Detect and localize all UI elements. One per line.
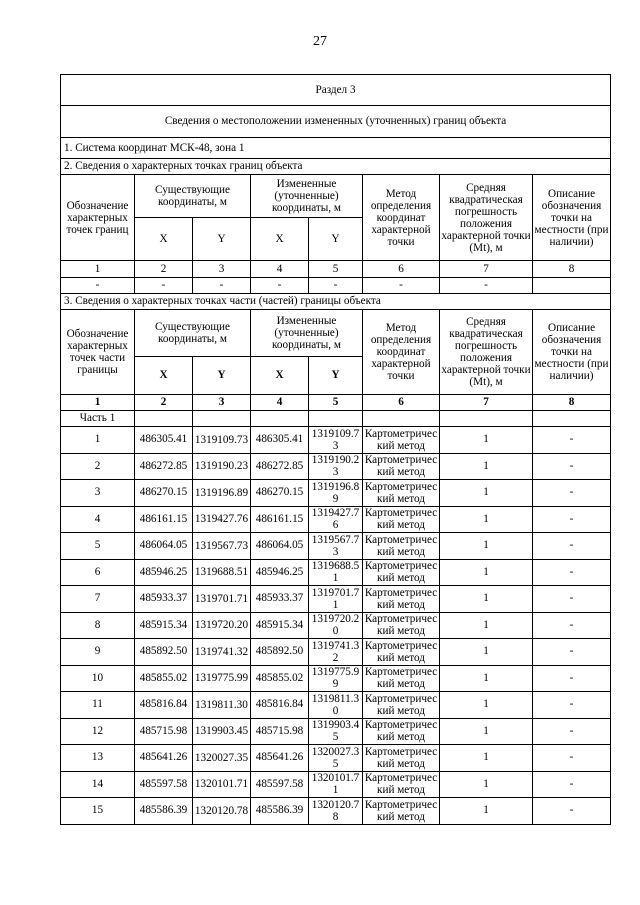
method-cell: Картометрический метод bbox=[363, 771, 440, 798]
changed-y: 1320120.78 bbox=[309, 798, 363, 825]
description-cell: - bbox=[533, 559, 611, 586]
error-cell: 1 bbox=[440, 506, 533, 533]
existing-y: 1319775.99 bbox=[193, 665, 251, 692]
block3-header-row bbox=[61, 310, 611, 357]
header-changed: Измененные (уточненные) координаты, м bbox=[251, 310, 363, 357]
table-row bbox=[61, 639, 611, 666]
existing-y: 1319109.73 bbox=[193, 427, 251, 454]
col-number: 4 bbox=[251, 261, 309, 278]
table-row bbox=[61, 559, 611, 586]
method-cell: Картометрический метод bbox=[363, 665, 440, 692]
description-cell: - bbox=[533, 745, 611, 772]
changed-x: 485892.50 bbox=[251, 639, 309, 666]
changed-x: 485855.02 bbox=[251, 665, 309, 692]
col-number: 5 bbox=[309, 261, 363, 278]
error-cell: 1 bbox=[440, 559, 533, 586]
block2-title: 2. Сведения о характерных точках границ объекта bbox=[61, 159, 611, 175]
point-number: 9 bbox=[61, 639, 135, 666]
section-title: Раздел 3 bbox=[61, 75, 611, 106]
table-row bbox=[61, 586, 611, 613]
changed-x: 485715.98 bbox=[251, 718, 309, 745]
changed-x: 485641.26 bbox=[251, 745, 309, 772]
changed-y: 1319701.71 bbox=[309, 586, 363, 613]
error-cell: 1 bbox=[440, 745, 533, 772]
existing-x: 486064.05 bbox=[135, 533, 193, 560]
empty-cell: - bbox=[309, 278, 363, 294]
table-row bbox=[61, 506, 611, 533]
table-row bbox=[61, 798, 611, 825]
block2-colnum-row bbox=[61, 261, 611, 278]
description-cell: - bbox=[533, 639, 611, 666]
col-number: 6 bbox=[363, 261, 440, 278]
changed-x: 486270.15 bbox=[251, 480, 309, 507]
table-row bbox=[61, 665, 611, 692]
method-cell: Картометрический метод bbox=[363, 453, 440, 480]
changed-y: 1319741.32 bbox=[309, 639, 363, 666]
block2-title-row bbox=[61, 159, 611, 175]
method-cell: Картометрический метод bbox=[363, 745, 440, 772]
existing-y: 1319196.89 bbox=[193, 480, 251, 507]
changed-y: 1320101.71 bbox=[309, 771, 363, 798]
existing-x: 486270.15 bbox=[135, 480, 193, 507]
point-number: 13 bbox=[61, 745, 135, 772]
existing-y: 1319567.73 bbox=[193, 533, 251, 560]
existing-x: 485915.34 bbox=[135, 612, 193, 639]
changed-y: 1320027.35 bbox=[309, 745, 363, 772]
header-description: Описание обозначения точки на местности (при наличии) bbox=[533, 175, 611, 261]
changed-y: 1319720.20 bbox=[309, 612, 363, 639]
existing-y: 1319741.32 bbox=[193, 639, 251, 666]
empty-cell: - bbox=[193, 278, 251, 294]
header-designation: Обозначение характерных точек границ bbox=[61, 175, 135, 261]
point-number: 3 bbox=[61, 480, 135, 507]
table-row bbox=[61, 692, 611, 719]
changed-y: 1319775.99 bbox=[309, 665, 363, 692]
table-row bbox=[61, 718, 611, 745]
changed-y: 1319427.76 bbox=[309, 506, 363, 533]
coord-system: 1. Система координат МСК-48, зона 1 bbox=[61, 138, 611, 159]
header-x: X bbox=[135, 218, 193, 261]
col-number: 1 bbox=[61, 261, 135, 278]
existing-y: 1320027.35 bbox=[193, 745, 251, 772]
changed-y: 1319688.51 bbox=[309, 559, 363, 586]
error-cell: 1 bbox=[440, 533, 533, 560]
empty-cell bbox=[533, 278, 611, 294]
error-cell: 1 bbox=[440, 586, 533, 613]
table-row bbox=[61, 427, 611, 454]
existing-y: 1319190.23 bbox=[193, 453, 251, 480]
header-designation: Обозначение характерных точек части границы bbox=[61, 310, 135, 395]
header-changed: Измененные (уточненные) координаты, м bbox=[251, 175, 363, 218]
empty-cell: - bbox=[251, 278, 309, 294]
header-error: Средняя квадратическая погрешность положения характерной точки (Mt), м bbox=[440, 310, 533, 395]
description-cell: - bbox=[533, 692, 611, 719]
block2-empty-row bbox=[61, 278, 611, 294]
changed-y: 1319567.73 bbox=[309, 533, 363, 560]
method-cell: Картометрический метод bbox=[363, 718, 440, 745]
section-title-row bbox=[61, 75, 611, 106]
block3-title-row bbox=[61, 294, 611, 310]
description-cell: - bbox=[533, 798, 611, 825]
changed-x: 486161.15 bbox=[251, 506, 309, 533]
existing-x: 485641.26 bbox=[135, 745, 193, 772]
page-number: 27 bbox=[313, 34, 327, 49]
changed-y: 1319190.23 bbox=[309, 453, 363, 480]
col-number: 6 bbox=[363, 395, 440, 411]
changed-x: 485946.25 bbox=[251, 559, 309, 586]
changed-x: 485915.34 bbox=[251, 612, 309, 639]
existing-x: 485892.50 bbox=[135, 639, 193, 666]
point-number: 7 bbox=[61, 586, 135, 613]
header-y: Y bbox=[193, 218, 251, 261]
col-number: 1 bbox=[61, 395, 135, 411]
changed-x: 486064.05 bbox=[251, 533, 309, 560]
existing-x: 486272.85 bbox=[135, 453, 193, 480]
existing-y: 1320101.71 bbox=[193, 771, 251, 798]
description-cell: - bbox=[533, 771, 611, 798]
section-subtitle: Сведения о местоположении измененных (уточненных) границ объекта bbox=[61, 106, 611, 138]
table-row bbox=[61, 480, 611, 507]
changed-y: 1319811.30 bbox=[309, 692, 363, 719]
changed-x: 485597.58 bbox=[251, 771, 309, 798]
point-number: 10 bbox=[61, 665, 135, 692]
existing-x: 485597.58 bbox=[135, 771, 193, 798]
error-cell: 1 bbox=[440, 453, 533, 480]
changed-y: 1319903.45 bbox=[309, 718, 363, 745]
header-method: Метод определения координат характерной точки bbox=[363, 310, 440, 395]
empty-cell: - bbox=[61, 278, 135, 294]
error-cell: 1 bbox=[440, 612, 533, 639]
error-cell: 1 bbox=[440, 692, 533, 719]
header-y: Y bbox=[309, 218, 363, 261]
error-cell: 1 bbox=[440, 427, 533, 454]
changed-y: 1319196.89 bbox=[309, 480, 363, 507]
changed-x: 486272.85 bbox=[251, 453, 309, 480]
header-y: Y bbox=[193, 357, 251, 395]
existing-y: 1319903.45 bbox=[193, 718, 251, 745]
existing-y: 1320120.78 bbox=[193, 798, 251, 825]
col-number: 7 bbox=[440, 261, 533, 278]
method-cell: Картометрический метод bbox=[363, 639, 440, 666]
empty-cell: - bbox=[363, 278, 440, 294]
method-cell: Картометрический метод bbox=[363, 533, 440, 560]
error-cell: 1 bbox=[440, 665, 533, 692]
col-number: 3 bbox=[193, 261, 251, 278]
existing-x: 485946.25 bbox=[135, 559, 193, 586]
block3-colnum-row bbox=[61, 395, 611, 411]
existing-x: 486161.15 bbox=[135, 506, 193, 533]
method-cell: Картометрический метод bbox=[363, 612, 440, 639]
part-label-row bbox=[61, 411, 611, 427]
existing-x: 485933.37 bbox=[135, 586, 193, 613]
block2-header-row bbox=[61, 175, 611, 218]
description-cell: - bbox=[533, 586, 611, 613]
section-subtitle-row bbox=[61, 106, 611, 138]
error-cell: 1 bbox=[440, 771, 533, 798]
table-row bbox=[61, 771, 611, 798]
point-number: 2 bbox=[61, 453, 135, 480]
point-number: 12 bbox=[61, 718, 135, 745]
changed-x: 485933.37 bbox=[251, 586, 309, 613]
col-number: 4 bbox=[251, 395, 309, 411]
header-y: Y bbox=[309, 357, 363, 395]
existing-y: 1319427.76 bbox=[193, 506, 251, 533]
point-number: 4 bbox=[61, 506, 135, 533]
changed-x: 486305.41 bbox=[251, 427, 309, 454]
existing-x: 485855.02 bbox=[135, 665, 193, 692]
method-cell: Картометрический метод bbox=[363, 586, 440, 613]
existing-y: 1319811.30 bbox=[193, 692, 251, 719]
method-cell: Картометрический метод bbox=[363, 692, 440, 719]
header-description: Описание обозначения точки на местности (при наличии) bbox=[533, 310, 611, 395]
col-number: 2 bbox=[135, 395, 193, 411]
description-cell: - bbox=[533, 480, 611, 507]
part-label: Часть 1 bbox=[61, 411, 135, 427]
point-number: 5 bbox=[61, 533, 135, 560]
method-cell: Картометрический метод bbox=[363, 559, 440, 586]
error-cell: 1 bbox=[440, 639, 533, 666]
error-cell: 1 bbox=[440, 718, 533, 745]
description-cell: - bbox=[533, 453, 611, 480]
existing-x: 485816.84 bbox=[135, 692, 193, 719]
col-number: 8 bbox=[533, 261, 611, 278]
description-cell: - bbox=[533, 612, 611, 639]
method-cell: Картометрический метод bbox=[363, 427, 440, 454]
header-existing: Существующие координаты, м bbox=[135, 175, 251, 218]
col-number: 7 bbox=[440, 395, 533, 411]
header-x: X bbox=[251, 218, 309, 261]
col-number: 8 bbox=[533, 395, 611, 411]
header-x: X bbox=[251, 357, 309, 395]
col-number: 2 bbox=[135, 261, 193, 278]
point-number: 14 bbox=[61, 771, 135, 798]
description-cell: - bbox=[533, 718, 611, 745]
error-cell: 1 bbox=[440, 480, 533, 507]
existing-y: 1319701.71 bbox=[193, 586, 251, 613]
existing-x: 485715.98 bbox=[135, 718, 193, 745]
header-x: X bbox=[135, 357, 193, 395]
table-row bbox=[61, 745, 611, 772]
method-cell: Картометрический метод bbox=[363, 506, 440, 533]
method-cell: Картометрический метод bbox=[363, 480, 440, 507]
point-number: 11 bbox=[61, 692, 135, 719]
table-row bbox=[61, 612, 611, 639]
coord-system-row bbox=[61, 138, 611, 159]
error-cell: 1 bbox=[440, 798, 533, 825]
description-cell: - bbox=[533, 665, 611, 692]
description-cell: - bbox=[533, 506, 611, 533]
col-number: 5 bbox=[309, 395, 363, 411]
changed-y: 1319109.73 bbox=[309, 427, 363, 454]
table-row bbox=[61, 453, 611, 480]
empty-cell: - bbox=[135, 278, 193, 294]
method-cell: Картометрический метод bbox=[363, 798, 440, 825]
existing-y: 1319688.51 bbox=[193, 559, 251, 586]
changed-x: 485816.84 bbox=[251, 692, 309, 719]
header-method: Метод определения координат характерной точки bbox=[363, 175, 440, 261]
col-number: 3 bbox=[193, 395, 251, 411]
point-number: 1 bbox=[61, 427, 135, 454]
block3-title: 3. Сведения о характерных точках части (частей) границы объекта bbox=[61, 294, 611, 310]
point-number: 6 bbox=[61, 559, 135, 586]
existing-y: 1319720.20 bbox=[193, 612, 251, 639]
changed-x: 485586.39 bbox=[251, 798, 309, 825]
point-number: 15 bbox=[61, 798, 135, 825]
boundary-table bbox=[60, 74, 611, 825]
header-existing: Существующие координаты, м bbox=[135, 310, 251, 357]
table-row bbox=[61, 533, 611, 560]
existing-x: 485586.39 bbox=[135, 798, 193, 825]
point-number: 8 bbox=[61, 612, 135, 639]
description-cell: - bbox=[533, 533, 611, 560]
empty-cell: - bbox=[440, 278, 533, 294]
header-error: Средняя квадратическая погрешность положения характерной точки (Mt), м bbox=[440, 175, 533, 261]
description-cell: - bbox=[533, 427, 611, 454]
existing-x: 486305.41 bbox=[135, 427, 193, 454]
